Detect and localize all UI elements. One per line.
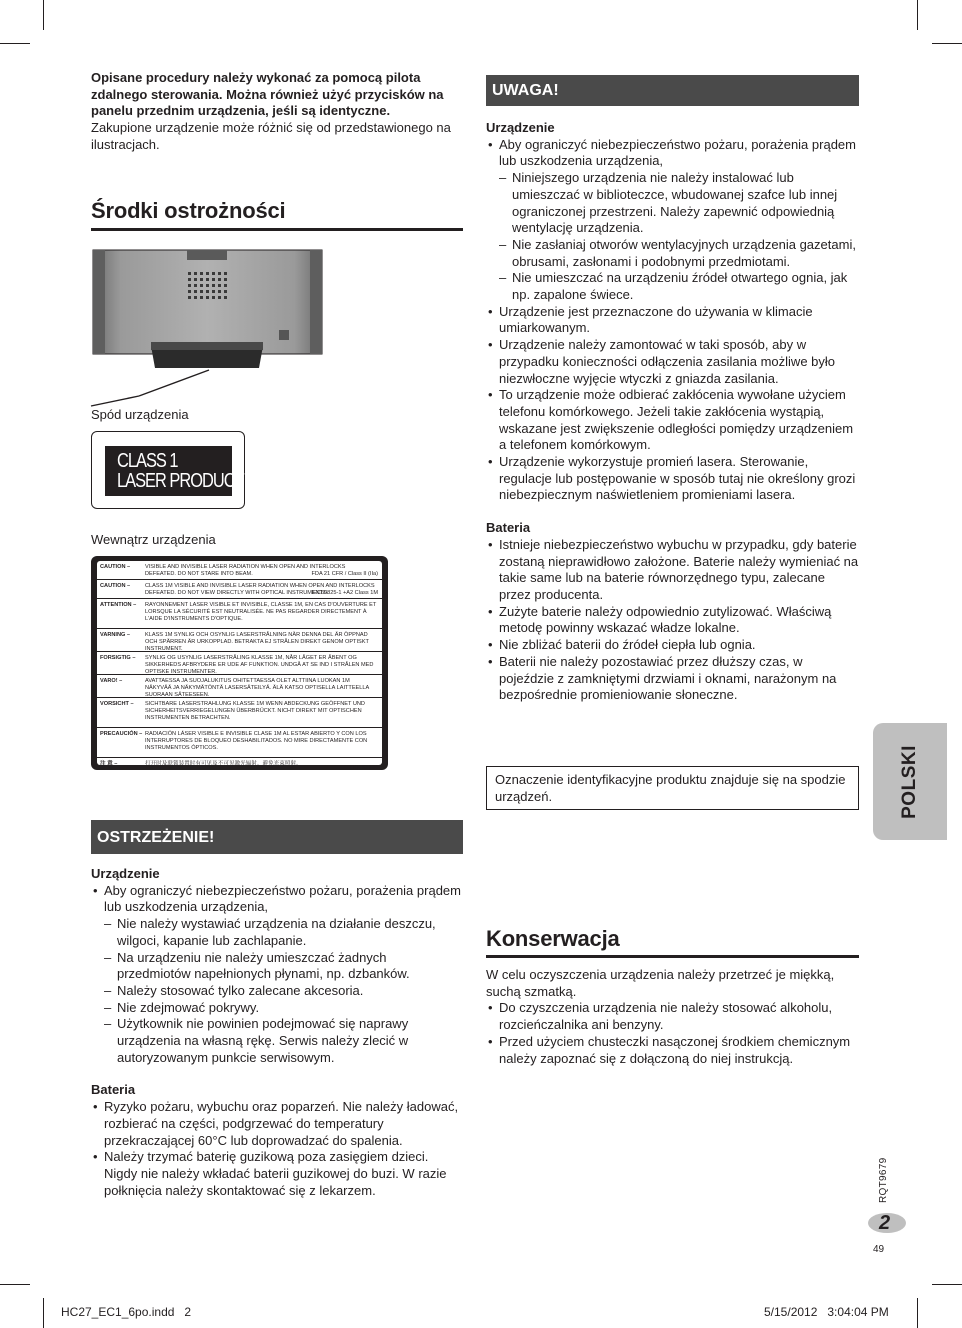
laser-label-row (97, 698, 382, 728)
laser-label-text: 打开时及联锁装置时有可见及不可见激光辐射。避免光束照射。 (145, 761, 302, 767)
laser-label-text: VISIBLE AND INVISIBLE LASER RADIATION WHEN OPEN AND INTERLOCKS DEFEATED. DO NOT STARE INTO BEAM. (145, 564, 346, 578)
laser-warning-inner (97, 561, 382, 771)
class-label-line-1: CLASS 1 (117, 450, 178, 472)
safety-title: Środki ostrożności (91, 198, 286, 223)
caution-device-title: Urządzenie (486, 120, 555, 135)
list-item: – Należy stosować tylko zalecane akcesoria. (104, 983, 463, 1000)
caution-battery-title: Bateria (486, 520, 531, 536)
laser-label-row (97, 580, 382, 599)
warning-header: OSTRZEŻENIE! (91, 820, 463, 854)
list-item (91, 883, 463, 1067)
language-tab-label: POLSKI (899, 744, 920, 819)
laser-label-lang: CAUTION – (100, 564, 131, 570)
laser-warning-label (91, 556, 388, 770)
class-label (105, 446, 244, 496)
list-item: • Należy trzymać baterię guzikową poza zasięgiem dzieci. Nigdy nie należy wkładać baterii guzikowej do buzi. W razie połknięcia należy skontaktować się z lekarzem. (91, 1149, 463, 1199)
crop-mark (0, 1284, 30, 1285)
caution-header: UWAGA! (486, 75, 859, 106)
laser-label-text: AVATTAESSA JA SUOJALUKITUS OHITETTAESSA OLET ALTTIINA LUOKAN 1M NÄKYVÄÄ JA NÄKYMÄTÖNTÄ LASERSÄTEILYÄ. ÄLÄ KATSO OPTISELLA LAITTEELLA SUORAAN SÄTEESEEN. (145, 678, 369, 699)
id-note-box: Oznaczenie identyfikacyjne produktu znajduje się na spodzie urządzeń. (486, 766, 859, 810)
laser-label-row (97, 561, 382, 580)
sheet-number: 49 (873, 1244, 885, 1255)
laser-label-row (97, 728, 382, 758)
list-item: – Nie zdejmować pokrywy. (104, 1000, 463, 1017)
laser-label-lang: CAUTION – (100, 583, 131, 589)
list-item: • To urządzenie może odbierać zakłócenia wywołane użyciem telefonu komórkowego. Jeżeli takie zakłócenia wystąpią, wskazane jest zwiększenie odległości pomiędzy urządzeniem a telefonem komórkowym. (486, 387, 859, 454)
doc-code: RQT9679 (878, 1157, 889, 1203)
laser-label-lang: ATTENTION – (100, 602, 137, 608)
laser-label-lang: VORSICHT – (100, 701, 134, 707)
list-item: • Baterii nie należy pozostawiać przez dłuższy czas, w pojeździe z zamkniętymi drzwiami i oknami, narażonym na bezpośrednie promieniowanie słoneczne. (486, 654, 859, 704)
crop-mark (43, 1298, 44, 1328)
crop-mark (0, 43, 30, 44)
laser-label-lang: PRECAUCIÓN – (100, 731, 143, 737)
laser-label-text: CLASS 1M VISIBLE AND INVISIBLE LASER RADIATION WHEN OPEN AND INTERLOCKS DEFEATED. DO NOT VIEW DIRECTLY WITH OPTICAL INSTRUMENTS. (145, 583, 375, 597)
warning-device-title: Urządzenie (91, 866, 160, 881)
inside-caption: Wewnątrz urządzenia (91, 532, 216, 547)
warning-device-bullet: Aby ograniczyć niebezpieczeństwo pożaru, porażenia prądem lub uszkodzenia urządzenia, (104, 882, 461, 915)
list-item: – Na urządzeniu nie należy umieszczać żadnych przedmiotów napełnionych płynami, np. dzbanków. (104, 950, 463, 983)
laser-label-suffix: RQLS1034 (350, 764, 378, 771)
laser-label-text: SICHTBARE LASERSTRAHLUNG KLASSE 1M WENN ABDECKUNG GEÖFFNET UND SICHERHEITSVERRIEGELUNGEN ÜBERBRÜCKT. NICHT DIREKT MIT OPTISCHEN INSTRUMENTEN BETRACHTEN. (145, 701, 365, 722)
warning-battery-title: Bateria (91, 1082, 136, 1098)
laser-label-text: RADIACIÓN LÁSER VISIBLE E INVISIBLE CLASE 1M AL ESTAR ABIERTO Y CON LOS INTERRUPTORES DE BLOQUEO DESHABILITADOS. NO MIRE DIRECTAMENTE CON INSTRUMENTOS ÓPTICOS. (145, 731, 368, 752)
laser-label-row (97, 629, 382, 652)
maintenance-title: Konserwacja (486, 926, 620, 951)
crop-mark (917, 1298, 918, 1328)
maintenance-body (486, 967, 859, 1067)
list-item: • Przed użyciem chusteczki nasączonej środkiem chemicznym należy zapoznać się z dołączoną do niej instrukcją. (486, 1034, 859, 1067)
crop-mark (932, 1284, 962, 1285)
footer-file: HC27_EC1_6po.indd 2 (61, 1305, 192, 1319)
laser-label-suffix: IEC60825-1 +A2 Class 1M (311, 589, 378, 596)
intro-text (91, 70, 463, 154)
list-item: • Istnieje niebezpieczeństwo wybuchu w przypadku, gdy baterie zostaną nieprawidłowo założone. Baterie należy wymieniać na takie same lub na baterie równorzędnego typu, zalecane przez producenta. (486, 537, 859, 604)
list-item: • Ryzyko pożaru, wybuchu oraz poparzeń. Nie należy ładować, rozbierać na części, podgrzewać do temperatury przekraczającej 60°C lub doprowadzać do spalenia. (91, 1099, 463, 1149)
crop-mark (932, 43, 962, 44)
class-label-line-2: LASER PRODUCT (117, 470, 244, 492)
list-item (486, 137, 859, 304)
list-item: – Nie umieszczać na urządzeniu źródeł otwartego ognia, jak np. zapalone świece. (499, 270, 859, 303)
laser-label-lang: VARO! – (100, 678, 123, 684)
footer-date: 5/15/2012 3:04:04 PM (764, 1305, 889, 1319)
language-tab (873, 723, 947, 840)
crop-mark (917, 0, 918, 30)
class-label-frame (91, 431, 245, 509)
list-item: • Nie zbliżać baterii do źródeł ciepła lub ognia. (486, 637, 859, 654)
list-item: • Urządzenie jest przeznaczone do używania w klimacie umiarkowanym. (486, 304, 859, 337)
laser-label-row (97, 758, 382, 773)
list-item: – Nie należy wystawiać urządzenia na działanie deszczu, wilgoci, kapanie lub zachlapanie. (104, 916, 463, 949)
crop-mark (43, 0, 44, 30)
caution-device-bullet: Aby ograniczyć niebezpieczeństwo pożaru, porażenia prądem lub uszkodzenia urządzenia, (499, 136, 856, 169)
laser-label-text: RAYONNEMENT LASER VISIBLE ET INVISIBLE, CLASSE 1M, EN CAS D'OUVERTURE ET LORSQUE LA SÉCURITÉ EST NEUTRALISÉE. NE PAS REGARDER DIRECTEMENT À L'AIDE D'INSTRUMENTS D'OPTIQUE. (145, 602, 377, 623)
maintenance-rule (486, 955, 859, 958)
list-item: – Nie zasłaniaj otworów wentylacyjnych urządzenia gazetami, obrusami, zasłonami i podobnymi przedmiotami. (499, 237, 859, 270)
laser-label-suffix: FDA 21 CFR / Class II (IIa) (311, 570, 378, 577)
list-item: – Niniejszego urządzenia nie należy instalować lub umieszczać w biblioteczce, wbudowanej szafce lub innej ograniczonej przestrzeni. Należy zapewnić odpowiednią wentylację urządzenia. (499, 170, 859, 237)
safety-rule (91, 228, 463, 231)
maintenance-intro: W celu oczyszczenia urządzenia należy przetrzeć je miękką, suchą szmatką. (486, 967, 835, 999)
device-illustration (91, 246, 324, 416)
intro-bold: Opisane procedury należy wykonać za pomocą pilota zdalnego sterowania. Można również użyć przycisków na panelu przednim urządzenia, jeśli są identyczne. (91, 70, 444, 119)
laser-label-text: KLASS 1M SYNLIG OCH OSYNLIG LASERSTRÅLNING NÄR DENNA DEL ÄR ÖPPNAD OCH SPÄRREN ÄR URKOPPLAD. BETRAKTA EJ STRÅLEN DIREKT GENOM OPTISKT INSTRUMENT. (145, 632, 369, 653)
intro-normal: Zakupione urządzenie może różnić się od przedstawionego na ilustracjach. (91, 120, 451, 152)
list-item: • Urządzenie należy zamontować w taki sposób, aby w przypadku konieczności odłączenia zasilania możliwe było niezwłoczne wyjęcie wtyczki z gniazda zasilania. (486, 337, 859, 387)
laser-label-row (97, 675, 382, 698)
warning-body (91, 866, 463, 1199)
laser-label-lang: VARNING – (100, 632, 131, 638)
list-item: – Użytkownik nie powinien podejmować się naprawy urządzenia na własną rękę. Serwis należy zlecić w autoryzowanym punkcie serwisowym. (104, 1016, 463, 1066)
list-item: • Do czyszczenia urządzenia nie należy stosować alkoholu, rozcieńczalnika ani benzyny. (486, 1000, 859, 1033)
list-item: • Zużyte baterie należy odpowiednio zutylizować. Właściwą metodę powinny wskazać władze lokalne. (486, 604, 859, 637)
laser-label-text: SYNLIG OG USYNLIG LASERSTRÅLING KLASSE 1M, NÅR LÅGET ER ÅBENT OG SIKKERHEDS AFBRYDERE ER UDE AF FUNKTION. UNDGÅ AT SE IND I STRÅLEN MED OPTISKE INSTRUMENTER. (145, 655, 374, 676)
caution-body (486, 120, 859, 704)
laser-label-row (97, 599, 382, 629)
bottom-caption: Spód urządzenia (91, 407, 189, 422)
laser-label-lang: FORSIGTIG – (100, 655, 136, 661)
page-number: 2 (879, 1212, 891, 1234)
list-item: • Urządzenie wykorzystuje promień lasera. Sterowanie, regulacje lub postępowanie w sposób tutaj nie określony grozi niebezpiecznym naświetleniem promieniami lasera. (486, 454, 859, 504)
laser-label-lang: 注 意 – (100, 761, 118, 767)
laser-label-row (97, 652, 382, 675)
